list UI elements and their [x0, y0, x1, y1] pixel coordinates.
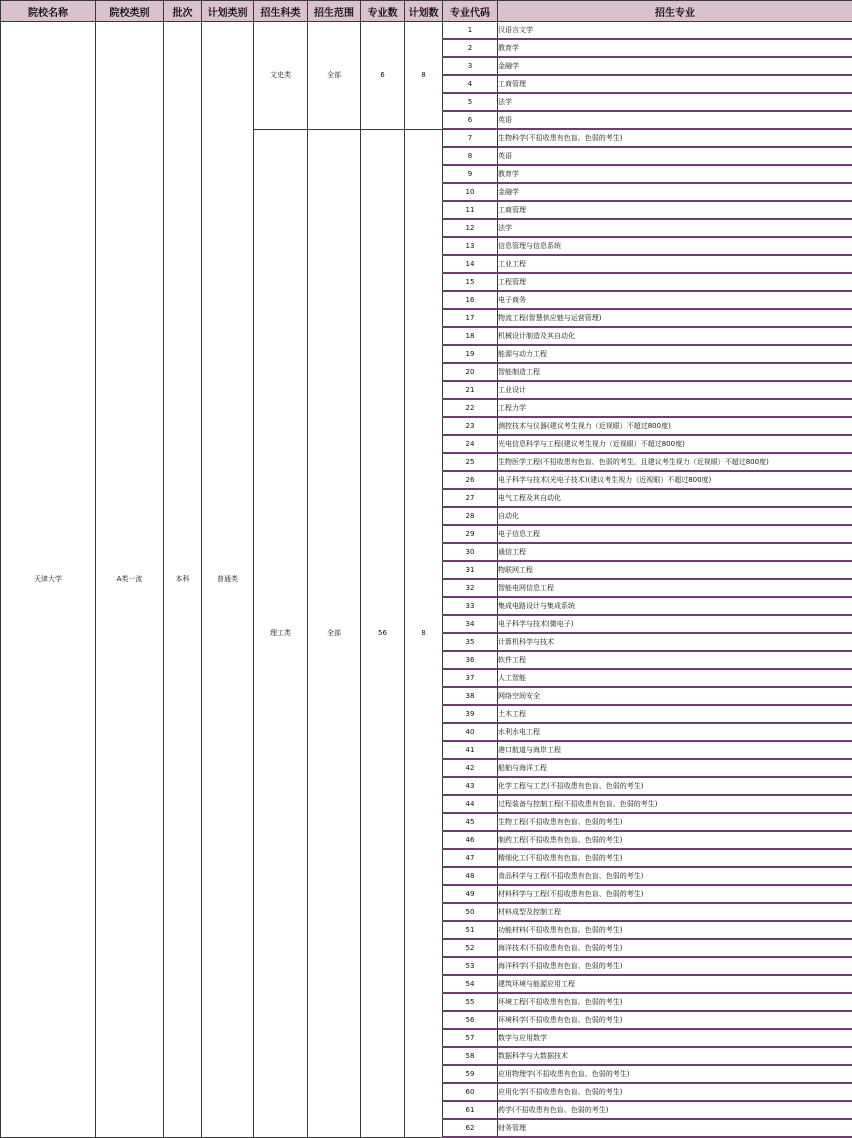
major-name-cell: 材料科学与工程(不招收患有色盲、色弱的考生): [498, 885, 852, 903]
major-name-cell: 食品科学与工程(不招收患有色盲、色弱的考生): [498, 867, 852, 885]
major-code-cell: 17: [443, 309, 498, 327]
header-school-name: 院校名称: [1, 1, 96, 22]
plan-type-cell: 普通类: [202, 22, 254, 1138]
major-code-cell: 4: [443, 75, 498, 93]
major-name-cell: 数学与应用数学: [498, 1029, 852, 1047]
major-name-cell: 电气工程及其自动化: [498, 489, 852, 507]
major-name-cell: 海洋科学(不招收患有色盲、色弱的考生): [498, 957, 852, 975]
major-name-cell: 土木工程: [498, 705, 852, 723]
major-code-cell: 10: [443, 183, 498, 201]
major-code-cell: 44: [443, 795, 498, 813]
subject-cell: 文史类: [254, 22, 308, 130]
major-name-cell: 工业设计: [498, 381, 852, 399]
header-school-category: 院校类别: [96, 1, 164, 22]
scope-cell: 全部: [308, 22, 361, 130]
header-major-code: 专业代码: [443, 1, 498, 22]
major-code-cell: 3: [443, 57, 498, 75]
major-count-cell: 6: [361, 22, 405, 130]
major-name-cell: 物联网工程: [498, 561, 852, 579]
major-name-cell: 环境工程(不招收患有色盲、色弱的考生): [498, 993, 852, 1011]
major-name-cell: 应用物理学(不招收患有色盲、色弱的考生): [498, 1065, 852, 1083]
major-code-cell: 45: [443, 813, 498, 831]
major-code-cell: 34: [443, 615, 498, 633]
major-code-cell: 32: [443, 579, 498, 597]
major-name-cell: 法学: [498, 219, 852, 237]
major-code-cell: 57: [443, 1029, 498, 1047]
major-code-cell: 8: [443, 147, 498, 165]
major-code-cell: 13: [443, 237, 498, 255]
major-name-cell: 软件工程: [498, 651, 852, 669]
school-category-cell: A类一流: [96, 22, 164, 1138]
major-code-cell: 9: [443, 165, 498, 183]
major-name-cell: 金融学: [498, 183, 852, 201]
major-name-cell: 教育学: [498, 165, 852, 183]
major-code-cell: 15: [443, 273, 498, 291]
major-code-cell: 7: [443, 129, 498, 147]
table-row: [1, 22, 852, 40]
major-code-cell: 6: [443, 111, 498, 129]
header-row: [1, 1, 852, 22]
major-name-cell: 数据科学与大数据技术: [498, 1047, 852, 1065]
major-code-cell: 54: [443, 975, 498, 993]
major-name-cell: 制药工程(不招收患有色盲、色弱的考生): [498, 831, 852, 849]
major-code-cell: 39: [443, 705, 498, 723]
major-name-cell: 光电信息科学与工程(建议考生视力（近视眼）不超过800度): [498, 435, 852, 453]
major-code-cell: 36: [443, 651, 498, 669]
major-code-cell: 50: [443, 903, 498, 921]
major-name-cell: 计算机科学与技术: [498, 633, 852, 651]
major-code-cell: 55: [443, 993, 498, 1011]
major-code-cell: 52: [443, 939, 498, 957]
major-code-cell: 46: [443, 831, 498, 849]
major-code-cell: 33: [443, 597, 498, 615]
scope-cell: 全部: [308, 129, 361, 1137]
header-major: 招生专业: [498, 1, 852, 22]
major-name-cell: 汉语言文学: [498, 22, 852, 40]
major-name-cell: 教育学: [498, 39, 852, 57]
major-code-cell: 35: [443, 633, 498, 651]
major-code-cell: 29: [443, 525, 498, 543]
major-name-cell: 药学(不招收患有色盲、色弱的考生): [498, 1101, 852, 1119]
major-name-cell: 智能电网信息工程: [498, 579, 852, 597]
major-name-cell: 船舶与海洋工程: [498, 759, 852, 777]
major-name-cell: 网络空间安全: [498, 687, 852, 705]
major-name-cell: 法学: [498, 93, 852, 111]
major-code-cell: 53: [443, 957, 498, 975]
school-name-cell: 天津大学: [1, 22, 96, 1138]
major-name-cell: 财务管理: [498, 1119, 852, 1137]
major-code-cell: 1: [443, 22, 498, 40]
major-code-cell: 22: [443, 399, 498, 417]
major-name-cell: 人工智能: [498, 669, 852, 687]
major-count-cell: 56: [361, 129, 405, 1137]
major-name-cell: 工商管理: [498, 75, 852, 93]
major-code-cell: 21: [443, 381, 498, 399]
major-code-cell: 25: [443, 453, 498, 471]
major-name-cell: 电子科学与技术(光电子技术)(建议考生视力（近视眼）不超过800度): [498, 471, 852, 489]
major-name-cell: 港口航道与海岸工程: [498, 741, 852, 759]
major-code-cell: 62: [443, 1119, 498, 1137]
major-code-cell: 16: [443, 291, 498, 309]
header-scope: 招生范围: [308, 1, 361, 22]
major-name-cell: 化学工程与工艺(不招收患有色盲、色弱的考生): [498, 777, 852, 795]
major-code-cell: 51: [443, 921, 498, 939]
major-name-cell: 建筑环境与能源应用工程: [498, 975, 852, 993]
major-code-cell: 31: [443, 561, 498, 579]
major-name-cell: 英语: [498, 111, 852, 129]
major-name-cell: 生物科学(不招收患有色盲、色弱的考生): [498, 129, 852, 147]
major-name-cell: 过程装备与控制工程(不招收患有色盲、色弱的考生): [498, 795, 852, 813]
major-name-cell: 应用化学(不招收患有色盲、色弱的考生): [498, 1083, 852, 1101]
major-name-cell: 电子科学与技术(微电子): [498, 615, 852, 633]
major-name-cell: 金融学: [498, 57, 852, 75]
major-name-cell: 环境科学(不招收患有色盲、色弱的考生): [498, 1011, 852, 1029]
major-name-cell: 工业工程: [498, 255, 852, 273]
major-code-cell: 40: [443, 723, 498, 741]
major-name-cell: 英语: [498, 147, 852, 165]
major-name-cell: 集成电路设计与集成系统: [498, 597, 852, 615]
major-code-cell: 37: [443, 669, 498, 687]
major-code-cell: 2: [443, 39, 498, 57]
major-code-cell: 27: [443, 489, 498, 507]
header-subject: 招生科类: [254, 1, 308, 22]
major-name-cell: 工程力学: [498, 399, 852, 417]
major-code-cell: 14: [443, 255, 498, 273]
major-code-cell: 42: [443, 759, 498, 777]
major-name-cell: 信息管理与信息系统: [498, 237, 852, 255]
major-name-cell: 海洋技术(不招收患有色盲、色弱的考生): [498, 939, 852, 957]
major-name-cell: 功能材料(不招收患有色盲、色弱的考生): [498, 921, 852, 939]
major-name-cell: 自动化: [498, 507, 852, 525]
major-name-cell: 能源与动力工程: [498, 345, 852, 363]
major-code-cell: 59: [443, 1065, 498, 1083]
major-code-cell: 48: [443, 867, 498, 885]
major-name-cell: 物流工程(智慧供应链与运营管理): [498, 309, 852, 327]
subject-cell: 理工类: [254, 129, 308, 1137]
major-name-cell: 通信工程: [498, 543, 852, 561]
major-code-cell: 23: [443, 417, 498, 435]
major-code-cell: 20: [443, 363, 498, 381]
major-name-cell: 测控技术与仪器(建议考生视力（近视眼）不超过800度): [498, 417, 852, 435]
major-name-cell: 机械设计制造及其自动化: [498, 327, 852, 345]
major-code-cell: 26: [443, 471, 498, 489]
major-name-cell: 生物工程(不招收患有色盲、色弱的考生): [498, 813, 852, 831]
major-name-cell: 工商管理: [498, 201, 852, 219]
major-code-cell: 60: [443, 1083, 498, 1101]
table-body: [1, 22, 852, 1138]
major-code-cell: 5: [443, 93, 498, 111]
major-code-cell: 28: [443, 507, 498, 525]
major-code-cell: 11: [443, 201, 498, 219]
major-code-cell: 41: [443, 741, 498, 759]
major-code-cell: 47: [443, 849, 498, 867]
header-plan-count: 计划数: [405, 1, 443, 22]
major-code-cell: 18: [443, 327, 498, 345]
batch-cell: 本科: [164, 22, 202, 1138]
plan-count-cell: 8: [405, 129, 443, 1137]
plan-count-cell: 8: [405, 22, 443, 130]
major-code-cell: 61: [443, 1101, 498, 1119]
major-name-cell: 电子信息工程: [498, 525, 852, 543]
header-batch: 批次: [164, 1, 202, 22]
major-code-cell: 30: [443, 543, 498, 561]
major-name-cell: 精细化工(不招收患有色盲、色弱的考生): [498, 849, 852, 867]
major-code-cell: 12: [443, 219, 498, 237]
major-code-cell: 19: [443, 345, 498, 363]
major-code-cell: 24: [443, 435, 498, 453]
major-code-cell: 58: [443, 1047, 498, 1065]
major-name-cell: 材料成型及控制工程: [498, 903, 852, 921]
header-major-count: 专业数: [361, 1, 405, 22]
major-name-cell: 水利水电工程: [498, 723, 852, 741]
major-code-cell: 38: [443, 687, 498, 705]
major-code-cell: 56: [443, 1011, 498, 1029]
header-plan-type: 计划类别: [202, 1, 254, 22]
major-name-cell: 生物医学工程(不招收患有色盲、色弱的考生，且建议考生视力（近视眼）不超过800度): [498, 453, 852, 471]
major-name-cell: 工程管理: [498, 273, 852, 291]
major-code-cell: 43: [443, 777, 498, 795]
major-code-cell: 49: [443, 885, 498, 903]
major-name-cell: 电子商务: [498, 291, 852, 309]
major-name-cell: 智能制造工程: [498, 363, 852, 381]
